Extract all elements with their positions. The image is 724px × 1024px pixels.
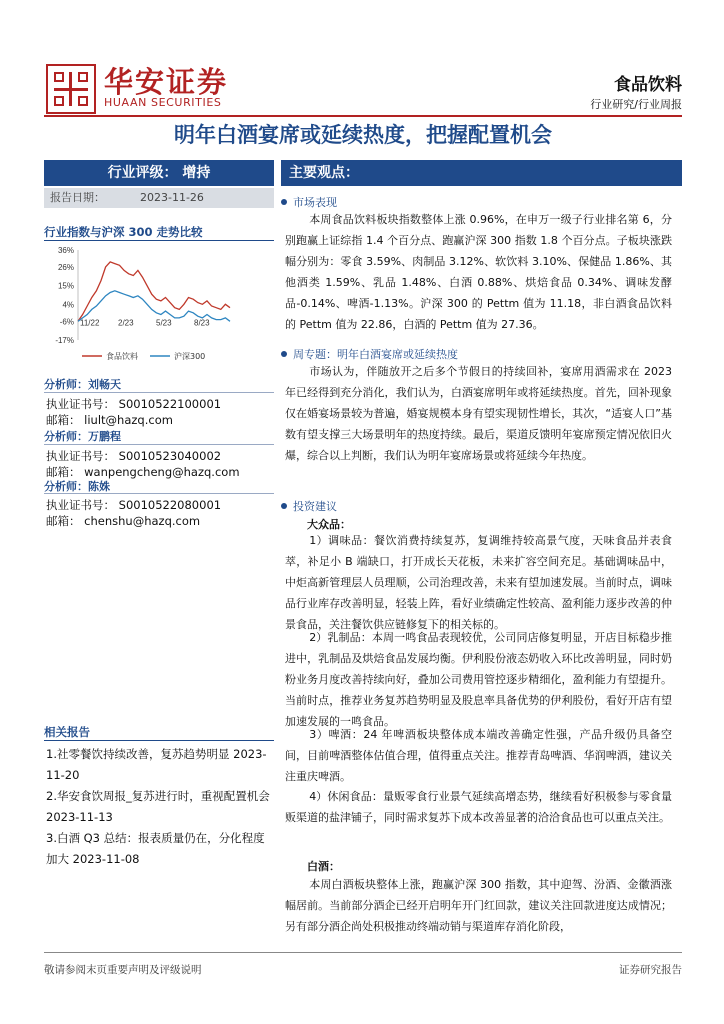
analyst-license: 执业证书号： S0010523040002 xyxy=(46,449,222,463)
company-logo-icon xyxy=(46,64,96,114)
footer-report-label: 证券研究报告 xyxy=(619,964,682,976)
series-line-food-beverage xyxy=(78,262,230,321)
index-trend-chart xyxy=(44,242,274,368)
y-tick-label: 36% xyxy=(57,246,74,255)
analyst-name: 分析师：万鹏程 xyxy=(44,430,121,443)
sector-label: 食品饮料 xyxy=(614,75,682,95)
related-report-item[interactable]: 1.社零餐饮持续改善，复苏趋势明显 2023-11-20 xyxy=(46,747,267,782)
analyst-email[interactable]: 邮箱： wanpengcheng@hazq.com xyxy=(46,465,240,479)
analyst-name: 分析师：刘畅天 xyxy=(44,378,121,391)
analyst-divider xyxy=(44,392,274,393)
analyst-name: 分析师：陈姝 xyxy=(44,480,110,493)
x-tick-label: 5/23 xyxy=(156,318,172,328)
analyst-email[interactable]: 邮箱： chenshu@hazq.com xyxy=(46,514,201,528)
dairy-text: 2）乳制品：本周一鸣食品表现较优，公司同店修复明显，开店目标稳步推进中，乳制品及烘焙食品发展均衡。伊利股份液态奶收入环比改善明显，同时奶粉业务月度改善持续向好，叠加公司费用管控逐步精细化，盈利能力有望提升。当前时点，推荐业务复苏趋势明显及股息率具备优势的伊利股份，看好开店有望加速发展的一鸣食品。 xyxy=(285,631,672,728)
report-date-label: 报告日期： xyxy=(50,191,105,204)
report-date-value: 2023-11-26 xyxy=(140,191,204,204)
related-reports-divider xyxy=(44,740,274,741)
mass-goods-label: 大众品： xyxy=(307,518,351,531)
key-points-banner: 主要观点： xyxy=(281,160,682,186)
header-divider xyxy=(44,115,682,117)
bullet-icon xyxy=(281,351,287,357)
bullet-icon xyxy=(281,503,287,509)
bullet-icon xyxy=(281,199,287,205)
x-tick-label: 8/23 xyxy=(194,318,210,328)
page-title: 明年白酒宴席或延续热度，把握配置机会 xyxy=(174,122,552,147)
legend-label: 沪深300 xyxy=(174,352,206,361)
section-topic-heading: 周专题：明年白酒宴席或延续热度 xyxy=(281,346,458,362)
baijiu-label: 白酒： xyxy=(307,860,340,873)
y-tick-label: 15% xyxy=(57,281,74,291)
y-tick-label: 26% xyxy=(57,262,74,272)
x-tick-label: 2/23 xyxy=(118,318,134,328)
related-reports-title: 相关报告 xyxy=(44,725,90,739)
brand-name-cn: 华安证券 xyxy=(104,65,229,99)
snack-text: 4）休闲食品：量贩零食行业景气延续高增态势，继续看好积极参与零食量贩渠道的盐津铺子，同时需求复苏下成本改善显著的洽洽食品也可以重点关注。 xyxy=(285,790,672,824)
legend-label: 食品饮料 xyxy=(106,352,138,361)
seasoning-text: 1）调味品：餐饮消费持续复苏，复调维持较高景气度，天味食品并表食萃，补足小 B 端缺口，打开成长天花板，未来扩容空间充足。基础调味品中，中炬高新管理层人员理顺，公司治理改善，未来有望加速发展。当前时点，调味品行业库存改善明显，轻装上阵，看好业绩确定性较高、盈利能力逐步改善的仲景食品，关注餐饮供应链修复下的相关标的。 xyxy=(285,534,672,631)
industry-rating-banner: 行业评级： 增持 xyxy=(44,160,274,186)
chart-title-divider xyxy=(44,240,274,241)
footer-disclaimer-link[interactable]: 敬请参阅末页重要声明及评级说明 xyxy=(44,964,202,976)
y-tick-label: -17% xyxy=(55,336,74,345)
analyst-email[interactable]: 邮箱： liult@hazq.com xyxy=(46,413,173,427)
market-performance-text: 本周食品饮料板块指数整体上涨 0.96%，在申万一级子行业排名第 6，分别跑赢上证综指 1.4 个百分点、跑赢沪深 300 指数 1.8 个百分点。子板块涨跌幅分别为：零食 3.59%、肉制品 3.12%、软饮料 3.10%、保健品 1.86%、其他酒类 1.59%、乳品 1.48%、白酒 0.88%、烘焙食品 0.34%、调味发酵品-0.14%、啤酒-1.13%。沪深 300 的 Pettm 值为 11.18，非白酒食品饮料的 Pettm 值为 22.86，白酒的 Pettm 值为 27.36。 xyxy=(285,213,672,331)
section-market-heading: 市场表现 xyxy=(281,194,337,210)
report-type-label: 行业研究/行业周报 xyxy=(590,98,682,111)
analyst-divider xyxy=(44,493,274,494)
baijiu-text: 本周白酒板块整体上涨，跑赢沪深 300 指数，其中迎驾、汾酒、金徽酒涨幅居前。当前部分酒企已经开启明年开门红回款，建议关注回款进度达成情况；另有部分酒企尚处积极推动终端动销与渠道库存消化阶段， xyxy=(285,878,672,933)
analyst-divider xyxy=(44,444,274,445)
weekly-topic-text: 市场认为，伴随放开之后多个节假日的持续回补，宴席用酒需求在 2023 年已经得到充分消化，我们认为，白酒宴席明年或将延续热度。首先，回补现象仅在婚宴场景较为普遍，婚宴规模本身有望实现韧性增长，其次，“适宴人口”基数有望支撑三大场景明年的热度持续。最后，渠道反馈明年宴席预定情况依旧火爆，综合以上判断，我们认为明年宴席场景或将延续今年热度。 xyxy=(285,365,672,462)
chart-title: 行业指数与沪深 300 走势比较 xyxy=(44,225,203,239)
report-date-row xyxy=(44,188,274,208)
analyst-license: 执业证书号： S0010522100001 xyxy=(46,397,222,411)
section-invest-heading: 投资建议 xyxy=(281,498,337,514)
related-report-item[interactable]: 2.华安食饮周报_复苏进行时，重视配置机会 2023-11-13 xyxy=(46,789,270,824)
series-line-csi300 xyxy=(78,291,230,322)
related-report-item[interactable]: 3.白酒 Q3 总结：报表质量仍在，分化程度加大 2023-11-08 xyxy=(46,831,265,866)
beer-text: 3）啤酒：24 年啤酒板块整体成本端改善确定性强，产品升级仍具备空间，目前啤酒整体估值合理，值得重点关注。推荐青岛啤酒、华润啤酒，建议关注重庆啤酒。 xyxy=(285,728,672,783)
footer-divider xyxy=(44,952,682,953)
analyst-license: 执业证书号： S0010522080001 xyxy=(46,498,222,512)
x-tick-label: 11/22 xyxy=(80,318,100,328)
brand-name-en: HUAAN SECURITIES xyxy=(104,96,222,109)
y-tick-label: 4% xyxy=(62,300,74,310)
y-tick-label: -6% xyxy=(59,317,74,327)
